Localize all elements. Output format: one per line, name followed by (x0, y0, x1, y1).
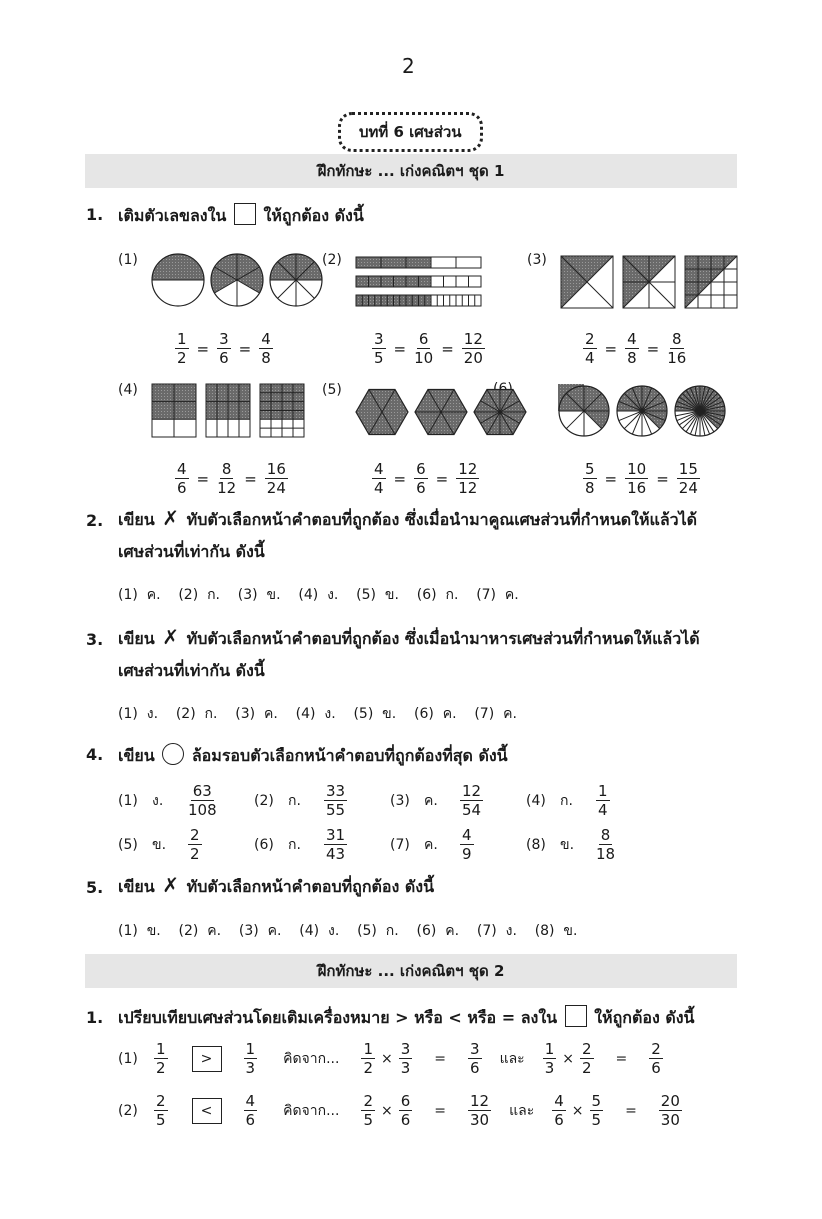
fraction-numerator: 3 (470, 1040, 480, 1058)
fraction-denominator: 108 (188, 801, 217, 819)
fraction-numerator: 6 (416, 460, 426, 478)
fraction-denominator: 2 (581, 1059, 592, 1077)
question-text-part: เขียน (118, 510, 155, 529)
fraction (543, 1040, 557, 1077)
equivalent-fractions (583, 460, 700, 497)
item-label: (2) (118, 1102, 138, 1119)
fraction (217, 330, 231, 367)
fraction-denominator: 10 (414, 349, 434, 367)
item-label: (2) (322, 252, 342, 268)
think-label: คิดจาก... (283, 1050, 340, 1067)
fraction-numerator: 2 (363, 1092, 373, 1110)
chapter-title: บทที่ 6 เศษส่วน (338, 112, 483, 152)
equals-sign: = (244, 469, 257, 488)
fraction-numerator: 1 (544, 1040, 555, 1058)
item-label: (3) (390, 792, 410, 809)
question-number: 1. (86, 205, 104, 224)
fraction-denominator: 8 (261, 349, 271, 367)
fraction-denominator: 2 (363, 1059, 373, 1077)
fraction-denominator: 4 (374, 479, 384, 497)
fraction-denominator: 6 (554, 1111, 564, 1129)
equivalent-fractions (175, 330, 273, 367)
choice-letter: ค. (424, 792, 438, 809)
choice-letter: ข. (560, 836, 575, 853)
fraction-numerator: 4 (177, 460, 187, 478)
fraction (175, 330, 189, 367)
fraction-numerator: 1 (156, 1040, 166, 1058)
fraction-denominator: 16 (667, 349, 687, 367)
fraction-numerator: 4 (374, 460, 384, 478)
fraction-denominator: 6 (400, 1111, 411, 1129)
fraction-denominator: 20 (463, 349, 483, 367)
item-label: (4) (118, 382, 138, 398)
fraction-numerator: 8 (672, 330, 682, 348)
item-label: (1) (118, 1050, 138, 1067)
fraction (596, 782, 610, 819)
fraction (324, 826, 347, 863)
equivalent-fractions (583, 330, 686, 367)
question-number: 4. (86, 745, 104, 764)
figure-quarter-squares (560, 255, 742, 309)
fraction (154, 1040, 168, 1077)
fraction-numerator: 20 (660, 1092, 680, 1110)
fraction-denominator: 6 (177, 479, 187, 497)
fraction (399, 1040, 413, 1077)
figure-hexagons (354, 385, 529, 439)
answer-list: (1) ค. (2) ก. (3) ข. (4) ง. (5) ข. (6) ก. (7) ค. (118, 587, 519, 603)
item-label: (7) (390, 836, 410, 853)
equals-sign: = (434, 1102, 447, 1119)
question-text-part: เติมตัวเลขลงใน (118, 206, 227, 225)
answer-box-icon (234, 203, 256, 225)
fraction-denominator: 3 (400, 1059, 411, 1077)
question-text (118, 506, 697, 533)
equals-sign: = (393, 339, 407, 358)
fraction-denominator: 6 (219, 349, 229, 367)
section-title: ฝึกทักษะ ... เก่งคณิตฯ ชุด 2 (317, 962, 505, 980)
question-text-part: ทับตัวเลือกหน้าคำตอบที่ถูกต้อง ซึ่งเมื่อนำมาคูณเศษส่วนที่กำหนดให้แล้วได้ (186, 510, 698, 529)
comparison-rows (118, 1040, 718, 1140)
times-sign: × (562, 1050, 574, 1067)
fraction-denominator: 3 (544, 1059, 555, 1077)
fraction-numerator: 1 (177, 330, 187, 348)
question-text-line2: เศษส่วนที่เท่ากัน ดังนี้ (118, 542, 265, 561)
choice-letter: ข. (152, 836, 167, 853)
fraction-denominator: 6 (470, 1059, 480, 1077)
fraction-numerator: 16 (266, 460, 286, 478)
figure-sixths-grids (151, 383, 307, 439)
fraction-numerator: 8 (600, 826, 611, 844)
fraction-denominator: 2 (156, 1059, 166, 1077)
equals-sign: = (238, 339, 252, 358)
fraction-denominator: 3 (245, 1059, 256, 1077)
answer-list: (1) ข. (2) ค. (3) ค. (4) ง. (5) ก. (6) ค. (7) ง. (8) ข. (118, 923, 578, 939)
circle-mark-icon (162, 743, 184, 765)
q4-item (254, 826, 347, 863)
fraction-denominator: 24 (678, 479, 698, 497)
fraction-numerator: 12 (458, 460, 478, 478)
q4-item (254, 782, 347, 819)
fraction-denominator: 55 (326, 801, 346, 819)
fraction (414, 330, 433, 367)
comparison-row (118, 1092, 682, 1129)
answer-list: (1) ง. (2) ก. (3) ค. (4) ง. (5) ข. (6) ค. (7) ค. (118, 706, 517, 722)
fraction-denominator: 24 (266, 479, 286, 497)
q4-item (118, 826, 202, 863)
fraction-numerator: 4 (462, 826, 472, 844)
fraction-numerator: 63 (192, 782, 212, 800)
equals-sign: = (393, 469, 407, 488)
fraction (580, 1040, 594, 1077)
item-label: (5) (322, 382, 342, 398)
fraction-denominator: 8 (585, 479, 595, 497)
times-sign: × (381, 1102, 393, 1119)
item-label: (4) (526, 792, 546, 809)
fraction-denominator: 6 (245, 1111, 256, 1129)
question-number: 2. (86, 511, 104, 530)
item-label: (1) (118, 792, 138, 809)
question-number: 5. (86, 878, 104, 897)
fraction (583, 460, 597, 497)
equals-sign: = (196, 339, 210, 358)
fraction-numerator: 2 (581, 1040, 592, 1058)
equals-sign: = (656, 469, 669, 488)
fraction-denominator: 30 (660, 1111, 680, 1129)
fraction (324, 782, 347, 819)
fraction-denominator: 6 (416, 479, 426, 497)
question-text-part: เปรียบเทียบเศษส่วนโดยเติมเครื่องหมาย > หรือ < หรือ = ลงใน (118, 1008, 558, 1027)
figure-halves-circles (150, 252, 325, 308)
fraction-numerator: 5 (585, 460, 595, 478)
fraction-denominator: 5 (156, 1111, 166, 1129)
think-label: คิดจาก... (283, 1102, 340, 1119)
question-text-part: ทับตัวเลือกหน้าคำตอบที่ถูกต้อง ซึ่งเมื่อนำมาหารเศษส่วนที่กำหนดให้แล้วได้ (186, 629, 700, 648)
fraction (154, 1092, 168, 1129)
choice-letter: ก. (560, 792, 573, 809)
times-sign: × (571, 1102, 584, 1119)
question-text-part: เขียน (118, 629, 155, 648)
question-text-part: ล้อมรอบตัวเลือกหน้าคำตอบที่ถูกต้องที่สุด ดังนี้ (191, 746, 508, 765)
q4-answer-grid (118, 782, 678, 866)
choice-letter: ง. (152, 792, 164, 809)
fraction (188, 826, 202, 863)
question-number: 1. (86, 1008, 104, 1027)
fraction-numerator: 33 (326, 782, 346, 800)
choice-letter: ก. (288, 836, 301, 853)
equals-sign: = (604, 469, 618, 488)
choice-letter: ค. (424, 836, 438, 853)
equals-sign: = (625, 1102, 637, 1119)
fraction-denominator: 5 (363, 1111, 373, 1129)
fraction-denominator: 5 (374, 349, 384, 367)
fraction-denominator: 12 (458, 479, 478, 497)
fraction-denominator: 9 (462, 845, 472, 863)
fraction-numerator: 8 (221, 460, 232, 478)
fraction (244, 1040, 258, 1077)
fraction-numerator: 12 (463, 330, 483, 348)
fraction-numerator: 1 (363, 1040, 373, 1058)
fraction-numerator: 31 (326, 826, 346, 844)
answer-box-icon (565, 1005, 587, 1027)
fraction-denominator: 4 (598, 801, 608, 819)
fraction (265, 460, 288, 497)
fraction (259, 330, 273, 367)
fraction-denominator: 30 (470, 1111, 490, 1129)
x-mark-icon: ✗ (162, 625, 180, 649)
fraction (188, 782, 217, 819)
fraction (590, 1092, 604, 1129)
fraction-numerator: 2 (651, 1040, 661, 1058)
x-mark-icon: ✗ (162, 506, 180, 530)
equivalent-fractions (175, 460, 288, 497)
figure-fifths-bars (355, 256, 485, 308)
item-label: (8) (526, 836, 546, 853)
question-text (118, 743, 508, 769)
fraction-numerator: 6 (400, 1092, 411, 1110)
fraction (625, 460, 648, 497)
equals-sign: = (196, 469, 210, 488)
item-label: (5) (118, 836, 138, 853)
equals-sign: = (646, 339, 660, 358)
fraction (244, 1092, 258, 1129)
question-text-part: ให้ถูกต้อง ดังนี้ (594, 1008, 695, 1027)
fraction-denominator: 6 (651, 1059, 661, 1077)
fraction (456, 460, 479, 497)
and-label: และ (509, 1102, 535, 1119)
question-text-line2: เศษส่วนที่เท่ากัน ดังนี้ (118, 661, 265, 680)
item-label: (3) (527, 252, 547, 268)
question-text (118, 1005, 695, 1031)
question-text-part: ทับตัวเลือกหน้าคำตอบที่ถูกต้อง ดังนี้ (186, 877, 435, 896)
fraction-numerator: 2 (190, 826, 200, 844)
fraction (361, 1092, 375, 1129)
figure-eighths-circles (558, 384, 726, 438)
section-header-set1 (85, 154, 737, 188)
fraction (677, 460, 700, 497)
fraction (583, 330, 597, 367)
fraction-numerator: 4 (245, 1092, 256, 1110)
q4-item (526, 782, 610, 819)
fraction-numerator: 1 (598, 782, 608, 800)
fraction-numerator: 4 (261, 330, 271, 348)
question-number: 3. (86, 630, 104, 649)
fraction (596, 826, 615, 863)
fraction-numerator: 4 (627, 330, 637, 348)
fraction-denominator: 2 (190, 845, 200, 863)
fraction (399, 1092, 413, 1129)
fraction-denominator: 18 (596, 845, 616, 863)
choice-letter: ก. (288, 792, 301, 809)
fraction (659, 1092, 682, 1129)
q4-item (390, 782, 483, 819)
fraction-numerator: 3 (219, 330, 229, 348)
fraction (361, 1040, 375, 1077)
q4-item (118, 782, 217, 819)
fraction-numerator: 10 (627, 460, 647, 478)
comparison-row (118, 1040, 663, 1077)
fraction-denominator: 54 (462, 801, 482, 819)
question-text (118, 873, 434, 900)
fraction (468, 1040, 482, 1077)
comparison-sign-box: < (192, 1098, 222, 1124)
fraction-denominator: 2 (177, 349, 187, 367)
fraction (667, 330, 686, 367)
page-number: 2 (402, 54, 415, 78)
fraction-numerator: 4 (554, 1092, 564, 1110)
fraction (175, 460, 189, 497)
question-text-part: ให้ถูกต้อง ดังนี้ (263, 206, 364, 225)
fraction (460, 782, 483, 819)
question-text (118, 203, 364, 229)
equivalent-fractions (372, 330, 485, 367)
times-sign: × (381, 1050, 393, 1067)
fraction-numerator: 6 (418, 330, 429, 348)
item-label: (1) (118, 252, 138, 268)
question-text-part: เขียน (118, 746, 155, 765)
fraction (460, 826, 474, 863)
fraction-numerator: 2 (156, 1092, 166, 1110)
fraction (372, 330, 386, 367)
q4-item (526, 826, 615, 863)
item-label: (2) (254, 792, 274, 809)
fraction-denominator: 5 (591, 1111, 602, 1129)
equals-sign: = (604, 339, 618, 358)
fraction (625, 330, 639, 367)
fraction (649, 1040, 663, 1077)
section-title: ฝึกทักษะ ... เก่งคณิตฯ ชุด 1 (317, 162, 505, 180)
fraction (217, 460, 236, 497)
fraction (414, 460, 428, 497)
fraction-numerator: 5 (591, 1092, 602, 1110)
equals-sign: = (434, 1050, 447, 1067)
comparison-sign-box: > (192, 1046, 222, 1072)
fraction-numerator: 15 (678, 460, 698, 478)
q4-item (390, 826, 474, 863)
question-text (118, 625, 700, 652)
section-header-set2 (85, 954, 737, 988)
fraction (462, 330, 485, 367)
equals-sign: = (615, 1050, 628, 1067)
equals-sign: = (441, 339, 454, 358)
fraction-numerator: 12 (462, 782, 482, 800)
fraction-numerator: 2 (585, 330, 595, 348)
equivalent-fractions (372, 460, 479, 497)
fraction-numerator: 3 (400, 1040, 411, 1058)
fraction-denominator: 12 (217, 479, 237, 497)
fraction-denominator: 16 (627, 479, 647, 497)
fraction-denominator: 4 (585, 349, 595, 367)
fraction (372, 460, 386, 497)
fraction-numerator: 3 (374, 330, 384, 348)
fraction-numerator: 12 (470, 1092, 490, 1110)
fraction (468, 1092, 491, 1129)
question-text-part: เขียน (118, 877, 155, 896)
x-mark-icon: ✗ (162, 873, 180, 897)
fraction (552, 1092, 566, 1129)
and-label: และ (499, 1050, 525, 1067)
item-label: (6) (254, 836, 274, 853)
fraction-denominator: 8 (627, 349, 637, 367)
fraction-numerator: 1 (245, 1040, 256, 1058)
fraction-denominator: 43 (326, 845, 346, 863)
equals-sign: = (435, 469, 449, 488)
